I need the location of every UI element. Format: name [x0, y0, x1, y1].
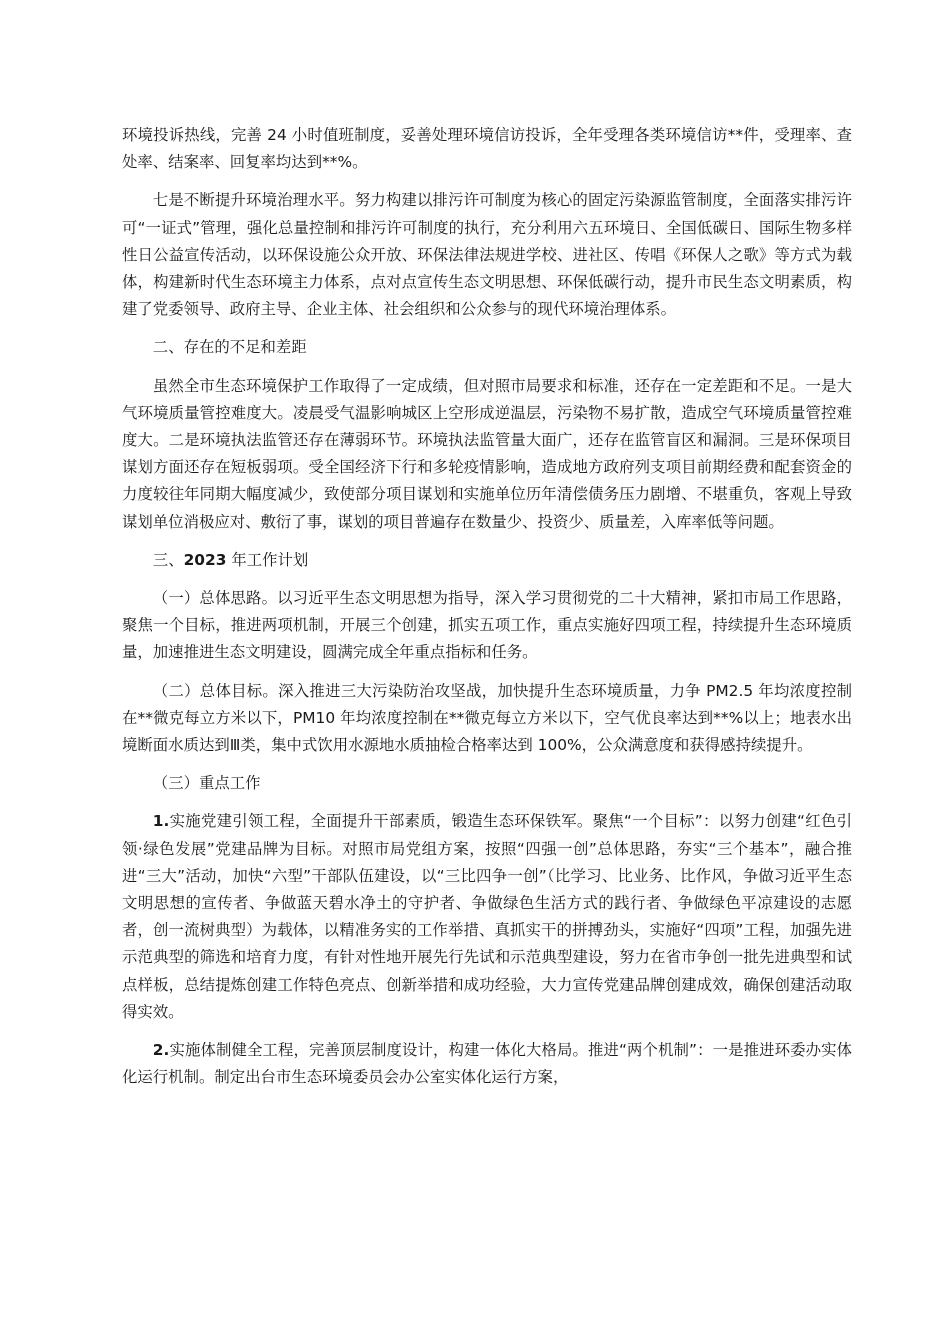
paragraph-shortcomings: 虽然全市生态环境保护工作取得了一定成绩，但对照市局要求和标准，还存在一定差距和不足。一是大气环境质量管控难度大。凌晨受气温影响城区上空形成逆温层，污染物不易扩散，造成空气环境质量管控难度大。二是环境执法监管还存在薄弱环节。环境执法监管量大面广，还存在监管盲区和漏洞。三是环保项目谋划方面还存在短板弱项。受全国经济下行和多轮疫情影响，造成地方政府列支项目前期经费和配套资金的力度较往年同期大幅度减少，致使部分项目谋划和实施单位历年清偿债务压力剧增、不堪重负，客观上导致谋划单位消极应对、敷衍了事，谋划的项目普遍存在数量少、投资少、质量差，入库率低等问题。	[122, 376, 852, 531]
paragraph-system-improvement	[122, 1037, 852, 1091]
heading-prefix: 三、	[152, 550, 184, 569]
paragraph-overall-goals: （二）总体目标。深入推进三大污染防治攻坚战，加快提升生态环境质量，力争 PM2.5 年均浓度控制在**微克每立方米以下，PM10 年均浓度控制在**微克每立方米以下，空气优良率达到**%以上；地表水出境断面水质达到Ⅲ类，集中式饮用水源地水质抽检合格率达到 100%，公众满意度和获得感持续提升。	[122, 681, 852, 755]
paragraph-complaint-hotline: 环境投诉热线，完善 24 小时值班制度，妥善处理环境信访投诉，全年受理各类环境信访**件，受理率、查处率、结案率、回复率均达到**%。	[122, 126, 852, 172]
item-number: 1.	[152, 812, 170, 831]
paragraph-governance-level: 七是不断提升环境治理水平。努力构建以排污许可制度为核心的固定污染源监管制度，全面落实排污许可“一证式”管理，强化总量控制和排污许可制度的执行，充分利用六五环境日、全国低碳日、国际生物多样性日公益宣传活动，以环保设施公众开放、环保法律法规进学校、进社区、传唱《环保人之歌》等方式为载体，构建新时代生态环境主力体系，点对点宣传生态文明思想、环保低碳行动，提升市民生态文明素质，构建了党委领导、政府主导、企业主体、社会组织和公众参与的现代环境治理体系。	[122, 191, 852, 319]
section-heading-2023-plan	[122, 547, 852, 574]
item-text: 实施体制健全工程，完善顶层制度设计，构建一体化大格局。推进“两个机制”：一是推进环委办实体化运行机制。制定出台市生态环境委员会办公室实体化运行方案，	[122, 1041, 852, 1087]
heading-year: 2023	[183, 550, 227, 569]
subheading-key-work: （三）重点工作	[152, 774, 261, 793]
document-page	[122, 122, 852, 1103]
paragraph-party-building	[122, 808, 852, 1026]
section-heading-shortcomings: 二、存在的不足和差距	[152, 338, 307, 357]
item-number: 2.	[152, 1041, 170, 1060]
paragraph-overall-thinking: （一）总体思路。以习近平生态文明思想为指导，深入学习贯彻党的二十大精神，紧扣市局工作思路，聚焦一个目标，推进两项机制，开展三个创建，抓实五项工作，重点实施好四项工程，持续提升生态环境质量，加速推进生态文明建设，圆满完成全年重点指标和任务。	[122, 589, 852, 662]
item-text: 实施党建引领工程，全面提升干部素质，锻造生态环保铁军。聚焦“一个目标”：以努力创建“红色引领·绿色发展”党建品牌为目标。对照市局党组方案，按照“四强一创”总体思路，夯实“三个基本”，融合推进“三大”活动，加快“六型”干部队伍建设，以“三比四争一创”（比学习、比业务、比作风，争做习近平生态文明思想的宣传者、争做蓝天碧水净土的守护者、争做绿色生活方式的践行者、争做绿色平凉建设的志愿者，创一流树典型）为载体，以精准务实的工作举措、真抓实干的拼搏劲头，实施好“四项”工程，加强先进示范典型的筛选和培育力度，有针对性地开展先行先试和示范典型建设，努力在省市争创一批先进典型和试点样板，总结提炼创建工作特色亮点、创新举措和成功经验，大力宣传党建品牌创建成效，确保创建活动取得实效。	[122, 812, 852, 1021]
heading-suffix: 年工作计划	[226, 550, 309, 569]
